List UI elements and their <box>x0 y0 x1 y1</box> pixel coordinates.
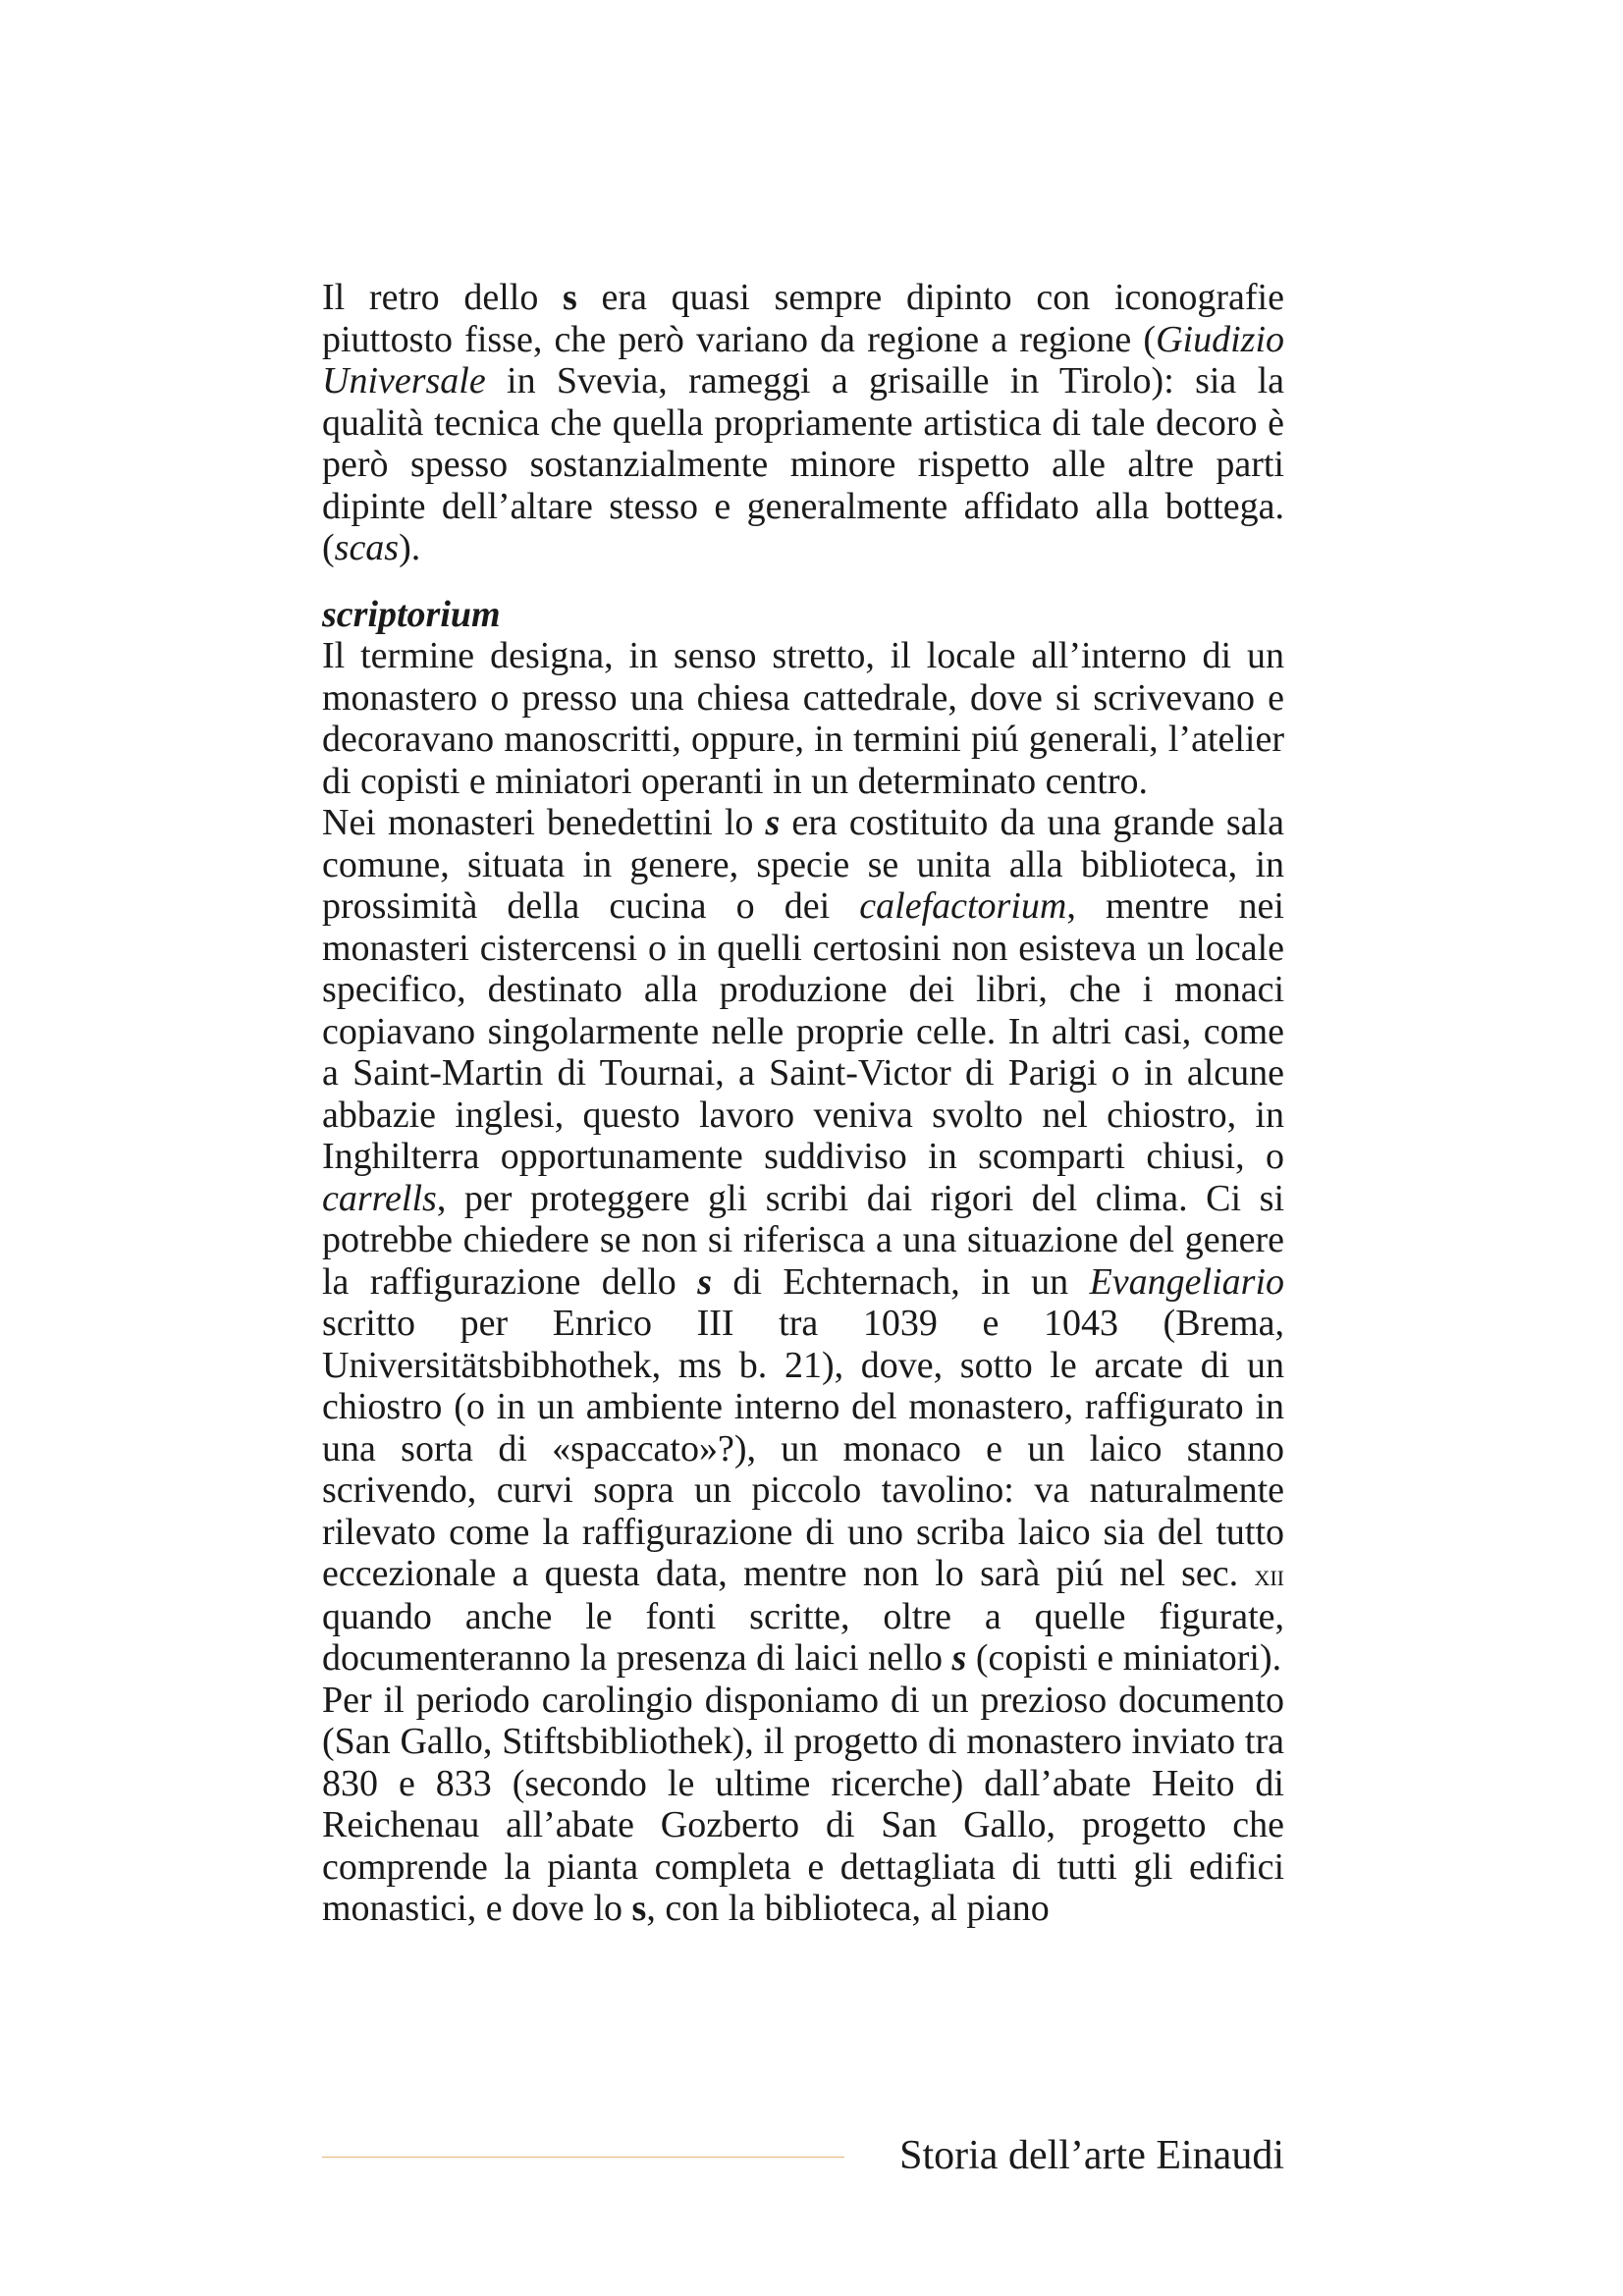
text-column <box>322 277 1284 1930</box>
text-run: ). <box>399 527 421 568</box>
text-run: Il retro dello <box>322 277 564 318</box>
text-run: era costituito da una grande sala comune, situata in genere, specie se unita alla biblioteca, in prossimità della cucina o dei <box>322 802 1284 927</box>
footer-title: Storia dell’arte Einaudi <box>899 2133 1284 2178</box>
abbrev-s: s <box>951 1637 967 1679</box>
paragraph-carolingian <box>322 1680 1284 1930</box>
author-initials: scas <box>334 527 400 568</box>
abbrev-s: s <box>697 1260 712 1303</box>
italic-title: Evangeliario <box>1089 1260 1284 1303</box>
italic-term: calefactorium <box>859 885 1067 927</box>
text-run: di Echternach, in un <box>711 1260 1090 1303</box>
italic-title: Giudizio Universale <box>322 318 1284 401</box>
text-run: , per proteggere gli scribi dai rigori del clima. Ci si potrebbe chiedere se non si riferisca a una situazione del genere la raffigurazione dello <box>322 1177 1284 1303</box>
century-numeral: xii <box>1254 1557 1284 1592</box>
italic-term: carrells <box>322 1177 437 1219</box>
abbrev-s: s <box>765 802 781 843</box>
text-run: scritto per Enrico III tra 1039 e 1043 (Brema, Universitätsbibhothek, ms b. 21), dove, sotto le arcate di un chiostro (o in un ambiente interno del monastero, raffigurato in una sorta di «spaccato»?), un monaco e un laico stanno scrivendo, curvi sopra un piccolo tavolino: va naturalmente rilevato come la raffigurazione di uno scriba laico sia del tutto eccezionale a questa data, mentre non lo sarà piú nel sec. <box>322 1303 1284 1594</box>
paragraph-retro <box>322 277 1284 569</box>
text-run: Per il periodo carolingio disponiamo di un prezioso documento (San Gallo, Stiftsbibliothek), il progetto di monastero inviato tra 830 e 833 (secondo le ultime ricerche) dall’abate Heito di Reichenau all’abate Gozberto di San Gallo, progetto che comprende la pianta completa e dettagliata di tutti gli edifici monastici, e dove lo <box>322 1679 1284 1929</box>
footer-rule <box>322 2157 844 2158</box>
abbrev-s: s <box>631 1888 647 1929</box>
paragraph-definition: Il termine designa, in senso stretto, il locale all’interno di un monastero o presso una chiesa cattedrale, dove si scrivevano e decoravano manoscritti, oppure, in termini piú generali, l’atelier di copisti e miniatori operanti in un determinato centro. <box>322 635 1284 802</box>
text-run: , mentre nei monasteri cistercensi o in quelli certosini non esisteva un locale specifico, destinato alla produzione dei libri, che i monaci copiavano singolarmente nelle proprie celle. In altri casi, come a Saint-Martin di Tournai, a Saint-Victor di Parigi o in alcune abbazie inglesi, questo lavoro veniva svolto nel chiostro, in Inghilterra opportunamente suddiviso in scomparti chiusi, o <box>322 885 1284 1177</box>
text-run: era quasi sempre dipinto con iconografie piuttosto fisse, che però variano da regione a regione ( <box>322 277 1284 360</box>
text-run: Nei monasteri benedettini lo <box>322 802 766 843</box>
entry-heading: scriptorium <box>322 593 501 635</box>
text-run: in Svevia, rameggi a grisaille in Tirolo): sia la qualità tecnica che quella propriamente artistica di tale decoro è però spesso sostanzialmente minore rispetto alle altre parti dipinte dell’altare stesso e generalmente affidato alla bottega. ( <box>322 360 1284 568</box>
text-run: (copisti e miniatori). <box>966 1637 1282 1679</box>
text-run: , con la biblioteca, al piano <box>646 1888 1050 1929</box>
text-run: quando anche le fonti scritte, oltre a quelle figurate, documenteranno la presenza di laici nello <box>322 1595 1284 1679</box>
paragraph-benedictine <box>322 802 1284 1680</box>
abbrev-s: s <box>563 277 577 318</box>
